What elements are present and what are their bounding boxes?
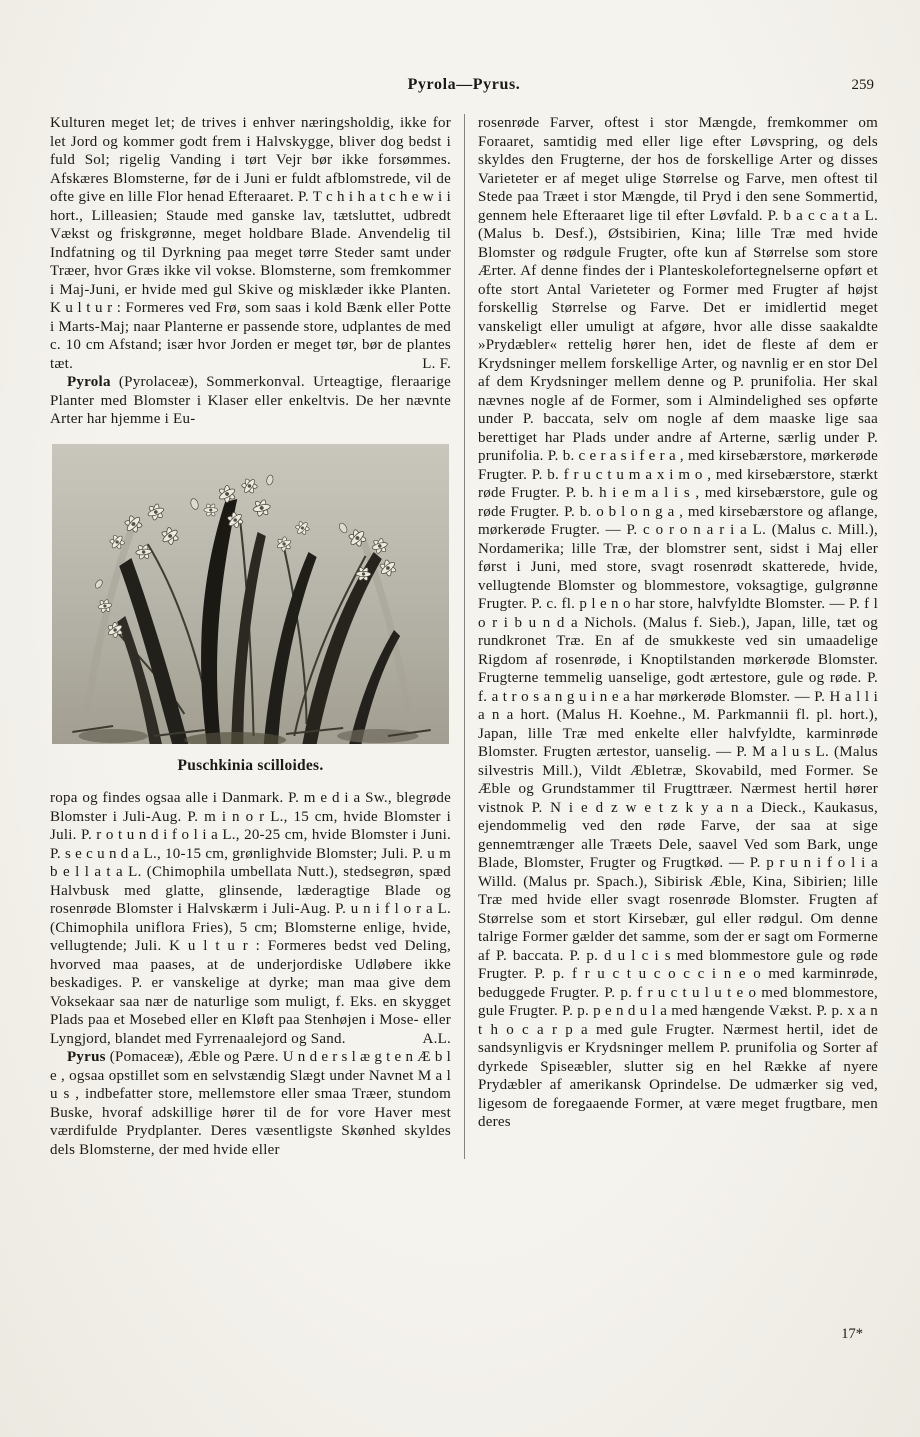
puschkinia-engraving-illustration: [52, 444, 449, 744]
author-initials: A.L.: [422, 1030, 451, 1047]
paragraph-text: Kulturen meget let; de trives i enhver næringsholdig, ikke for let Jord og kommer godt frem i Halvskygge, bliver dog bedst i fuld Sol; rigelig Vanding i tørt Vejr bør ikke forsømmes. Afskæres Blomsterne, før de i Juni er fuldt afblomstrede, vil de ofte give en lille Flor henad Efteraaret. P. T c h i h a t c h e w i i hort., Lilleasien; Staude med ganske lav, tætsluttet, udbredt Vækst og friskgrønne, meget holdbare Blade. Anvendelig til Indfatning og til Dyrkning paa meget tørre Steder samt under Træer, hvor Græs ikke vil vokse. Blomsterne, som fremkommer i Maj-Juni, er hvide med gul Skive og misklæder ikke Planten. K u l t u r : Formeres ved Frø, som saas i kold Bænk eller Potte i Marts-Maj; naar Planterne er passende store, udplantes de med c. 10 cm Afstand; især hvor Jorden er meget tør, bør de plantes tæt.: [50, 115, 451, 372]
paragraph-text: rosenrøde Farver, oftest i stor Mængde, fremkommer om Foraaret, samtidig med eller lige efter Løvspring, og dels skyldes den Frugterne, der hos de forskellige Arter og disses Varieteter er af meget ulige Størrelse og Farve, men oftest til Stede paa Træet i stor Mængde, til Pryd i den sene Sommertid, gennem hele Efteraaret lige til efter Løvfald. P. b a c c a t a L. (Malus b. Desf.), Østsibirien, Kina; lille Træ med hvide Blomster og rødgule Frugter, ofte kun af Størrelse som store Ærter. Af denne findes der i Planteskolefortegnelserne opført et ofte stort Antal Varieteter og Former med Frugter af højst forskellig Størrelse og Farve. Det er imidlertid meget vanskeligt eller umuligt at afgøre, hvor alle disse saakaldte »Prydæbler« rettelig hører hen, idet de fleste af dem er Krydsninger mellem forskellige Arter, og navnlig er en stor Del af dem Krydsninger mellem denne og P. prunifolia. Her skal nævnes nogle af de Former, som i Almindelighed ses opførte under P. baccata, selv om nogle af dem maaske lige saa berettiget har Plads under andre af Arterne, særlig under P. prunifolia. P. b. c e r a s i f e r a , med kirsebærstore, mørkerøde Frugter. P. b. f r u c t u m a x i m o , med kirsebærstore, stærkt røde Frugter. P. b. h i e m a l i s , med kirsebærstore, gule og røde Frugter. P. b. o b l o n g a , med kirsebærstore og aflange, mørkerøde Frugter. — P. c o r o n a r i a L. (Malus c. Mill.), Nordamerika; lille Træ, der blomstrer sent, sidst i Maj eller først i Juni, med store, svagt rosenrødt skatterede, hvide, vellugtende Blomster og blommestore, voksagtige, gulgrønne Frugter. P. c. fl. p l e n o har store, halvfyldte Blomster. — P. f l o r i b u n d a Nichols. (Malus f. Sieb.), Japan, lille, tæt og rundkronet Træ. En af de smukkeste ved sin umaadelige Rigdom af rosenrøde, i Knoptilstanden mørkerøde Blomster. Frugterne temmelig uanselige, godt ærtestore, gule og røde. P. f. a t r o s a n g u i n e a har mørkerøde Blomster. — P. H a l l i a n a hort. (Malus H. Koehne., M. Parkmannii fl. pl. hort.), Japan, lille Træ med enkelte eller halvfyldte, karminrøde Blomster. Frugten ærtestor, uanselig. — P. M a l u s L. (Malus silvestris Mill.), Vildt Æbletræ, Skovabild, med Former. Se Æble og Grundstammer til Frugttræer. Nærmest hertil hører vistnok P. N i e d z w e t z k y a n a Dieck., Kaukasus, ejendommelig ved den røde Farve, der saa at sige gennemtrænger alle Træets Dele, saavel Ved som Bark, unge Blade, Blomster, Frugter og Frugtkød. — P. p r u n i f o l i a Willd. (Malus pr. Spach.), Sibirisk Æble, Kina, Sibirien; lille Træ med hvide eller svagt rosenrøde Blomster. Frugten af Størrelse som et stort Kirsebær, gul eller rødgul. Om denne talrige Former gælder det samme, som der er sagt om Formerne af P. baccata. P. p. d u l c i s med blommestore gule og røde Frugter. P. p. f r u c t u c o c c i n e o med karminrøde, beduggede Frugter. P. p. f r u c t u l u t e o med blommestore, gule Frugter. P. p. p e n d u l a med hængende Vækst. P. p. x a n t h o c a r p a med gule Frugter. Nærmest hertil, idet de sandsynligvis er Krydsninger mellem P. prunifolia og Sorter af dyrkede Spiseæbler, slutter sig en hel Række af nyere Prydæbler af amerikansk Oprindelse. De udmærker sig ved, ligesom de foregaaende Former, at være meget frugtbare, men deres: [478, 115, 878, 1130]
page-number: 259: [851, 77, 874, 93]
paragraph-pyrola-continuation: [50, 789, 451, 1048]
right-column: [464, 114, 878, 1159]
running-title: Pyrola—Pyrus.: [407, 76, 521, 93]
author-initials: L. F.: [422, 355, 451, 372]
paragraph-text: (Pomaceæ), Æble og Pære. U n d e r s l æ g t e n Æ b l e , ogsaa opstillet som en selvstændig Slægt under Navnet M a l u s , indbefatter store, mellemstore eller smaa Træer, stundom Buske, hvoraf adskillige hører til de for vore Haver mest værdifulde Prydplanter. Deres væsentligste Skønhed skyldes dels Blomsterne, der med hvide eller: [50, 1049, 451, 1158]
paragraph-text: ropa og findes ogsaa alle i Danmark. P. m e d i a Sw., blegrøde Blomster i Juli-Aug. P. m i n o r L., 15 cm, hvide Blomster i Juli. P. r o t u n d i f o l i a L., 20-25 cm, hvide Blomster i Juni. P. s e c u n d a L., 10-15 cm, grønlighvide Blomster; Juli. P. u m b e l l a t a L. (Chimophila umbellata Nutt.), stedsegrøn, spæd Halvbusk med glatte, glinsende, læderagtige Blade og rosenrøde Blomster i Halvskærm i Juli-Aug. P. u n i f l o r a L. (Chimophila uniflora Fries), 5 cm; Blomsterne enlige, hvide, vellugtende; Juli. K u l t u r : Formeres bedst ved Deling, hvorved maa paases, at de underjordiske Udløbere ikke beskadiges. P. er vanskelige at dyrke; man maa give dem Voksekaar saa nær de naturlige som muligt, f. Eks. en skygget Plads paa et Mosebed eller en Kløft paa Stenhøjen i Mose- eller Lyngjord, blandet med Fyrrenaalejord og Sand.: [50, 790, 451, 1047]
paragraph-text: (Pyrolaceæ), Sommerkonval. Urteagtige, fleraarige Planter med Blomster i Klaser eller enkeltvis. De her nævnte Arter har hjemme i Eu-: [50, 374, 451, 427]
paragraph-kultur-continuation: [50, 114, 451, 373]
entry-term-pyrola: Pyrola: [67, 374, 111, 390]
text-columns: [50, 114, 878, 1159]
left-column: [50, 114, 464, 1159]
paragraph-pyrus: [50, 1048, 451, 1159]
engraving-image: [52, 444, 449, 744]
figure-caption: Puschkinia scilloides.: [177, 756, 324, 774]
paragraph-pyrola: [50, 373, 451, 429]
printers-signature-mark: 17*: [841, 1326, 863, 1342]
paragraph-pyrus-continuation: [478, 114, 878, 1132]
figure-puschkinia: [52, 444, 449, 776]
entry-term-pyrus: Pyrus: [67, 1049, 106, 1065]
page-header: [50, 76, 878, 98]
